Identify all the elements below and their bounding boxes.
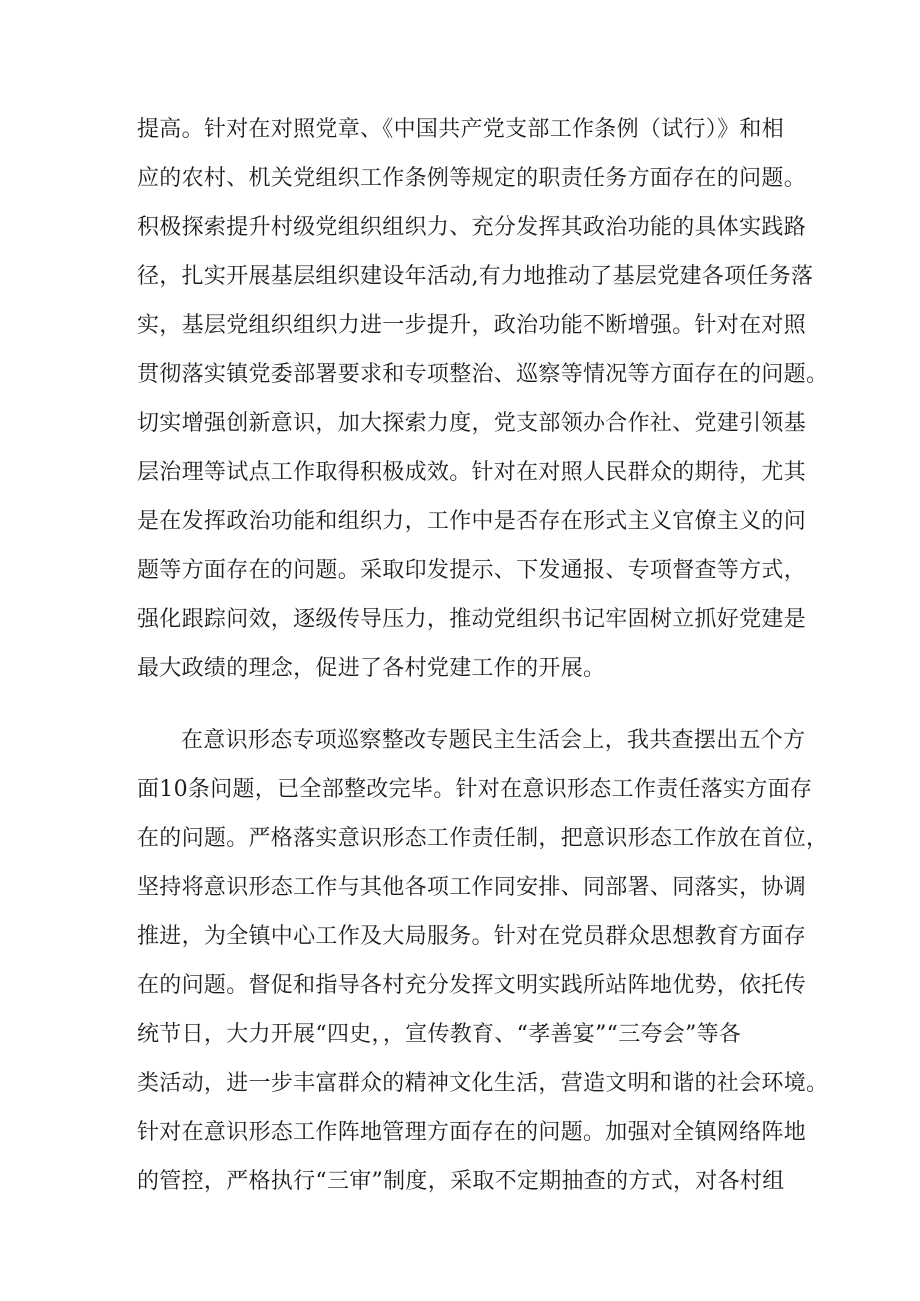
- text-line: 针对在意识形态工作阵地管理方面存在的问题。加强对全镇网络阵地: [137, 1120, 807, 1145]
- text-line: 在的问题。督促和指导各村充分发挥文明实践所站阵地优势，依托传: [137, 973, 807, 998]
- text-line: 在意识形态专项巡察整改专题民主生活会上，我共查摆出五个方: [181, 728, 806, 753]
- text-line: 切实增强创新意识，加大探索力度，党支部领办合作社、党建引领基: [137, 411, 807, 436]
- text-line: 是在发挥政治功能和组织力，工作中是否存在形式主义官僚主义的问: [137, 509, 807, 534]
- text-line: 类活动，进一步丰富群众的精神文化生活，营造文明和谐的社会环境。: [137, 1071, 829, 1096]
- text-line: 实，基层党组织组织力进一步提升，政治功能不断增强。针对在对照: [137, 313, 807, 338]
- text-line: 径，扎实开展基层组织建设年活动,有力地推动了基层党建各项任务落: [137, 264, 814, 289]
- text-line: 坚持将意识形态工作与其他各项工作同安排、同部署、同落实，协调: [137, 875, 807, 900]
- text-line: 的管控，严格执行“三审”制度，采取不定期抽查的方式，对各村组: [137, 1169, 785, 1194]
- text-line: 贯彻落实镇党委部署要求和专项整治、巡察等情况等方面存在的问题。: [137, 362, 829, 387]
- text-line: 应的农村、机关党组织工作条例等规定的职责任务方面存在的问题。: [137, 166, 807, 191]
- text-line: 面10条问题，已全部整改完毕。针对在意识形态工作责任落实方面存: [137, 777, 813, 802]
- text-line: 最大政绩的理念，促进了各村党建工作的开展。: [137, 656, 606, 681]
- text-line: 积极探索提升村级党组织组织力、充分发挥其政治功能的具体实践路: [137, 215, 807, 240]
- text-line: 推进，为全镇中心工作及大局服务。针对在党员群众思想教育方面存: [137, 924, 807, 949]
- text-line: 在的问题。严格落实意识形态工作责任制，把意识形态工作放在首位，: [137, 826, 829, 851]
- text-line: 统节日，大力开展“四史，，宣传教育、“孝善宴”“三夸会”等各: [137, 1022, 742, 1047]
- text-line: 题等方面存在的问题。采取印发提示、下发通报、专项督查等方式，: [137, 558, 807, 583]
- text-line: 提高。针对在对照党章、《中国共产党支部工作条例（试行）》和相: [137, 117, 785, 142]
- text-line: 层治理等试点工作取得积极成效。针对在对照人民群众的期待，尤其: [137, 460, 807, 485]
- text-line: 强化跟踪问效，逐级传导压力，推动党组织书记牢固树立抓好党建是: [137, 607, 807, 632]
